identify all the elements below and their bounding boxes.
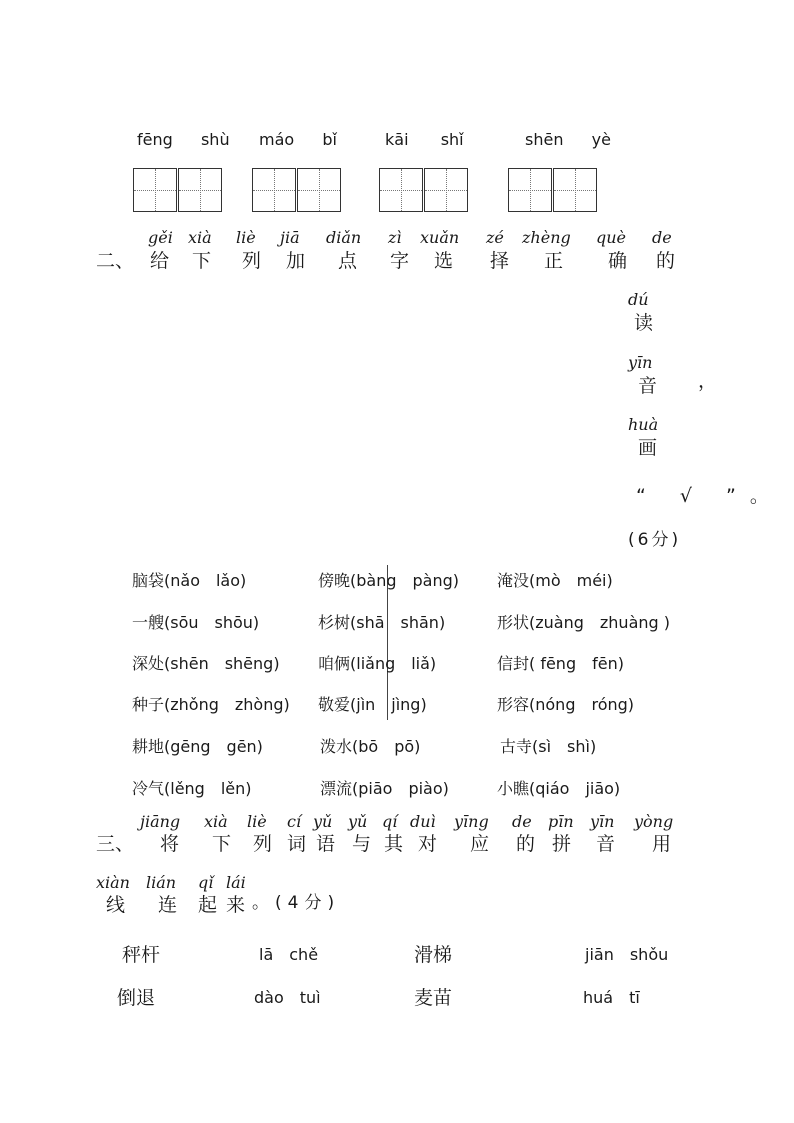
- list-item: 泼水(bō pō): [320, 737, 421, 756]
- ruby-pinyin: diǎn: [326, 228, 362, 247]
- ruby-hanzi: 列: [242, 250, 262, 272]
- ruby-pinyin: xià: [204, 812, 228, 831]
- ruby-hanzi: 音: [638, 375, 658, 397]
- pinyin-syllable: shǐ: [440, 130, 464, 149]
- list-item: 冷气(lěng lěn): [132, 779, 252, 798]
- ruby-hanzi: 列: [253, 833, 273, 855]
- ruby-pinyin: pīn: [548, 812, 574, 831]
- ruby-pinyin: yīng: [454, 812, 489, 831]
- ruby-pinyin: gěi: [148, 228, 173, 247]
- list-item: 敬爱(jìn jìng): [318, 695, 427, 714]
- ruby-pinyin: de: [652, 228, 672, 247]
- ruby-hanzi: 与: [352, 833, 372, 855]
- ruby-pinyin: yǔ: [313, 812, 333, 831]
- ruby-hanzi: 字: [390, 250, 410, 272]
- pinyin-syllable: yè: [591, 130, 611, 149]
- section-number: 二、: [96, 250, 135, 272]
- ruby-pinyin: qǐ: [198, 873, 214, 892]
- score-label: (6分): [628, 530, 682, 550]
- score-label: 。(4分): [252, 893, 341, 913]
- match-pinyin[interactable]: dào tuì: [254, 988, 321, 1007]
- list-item: 深处(shēn shēng): [132, 654, 280, 673]
- pinyin-syllable: máo: [259, 130, 295, 149]
- writing-box[interactable]: [252, 168, 296, 212]
- ruby-hanzi: 词: [287, 833, 307, 855]
- ruby-hanzi: 对: [418, 833, 438, 855]
- ruby-hanzi: 点: [338, 250, 358, 272]
- ruby-pinyin: zé: [486, 228, 504, 247]
- writing-box[interactable]: [553, 168, 597, 212]
- list-item: 古寺(sì shì): [500, 737, 597, 756]
- ruby-pinyin: xià: [188, 228, 212, 247]
- match-pinyin[interactable]: huá tī: [583, 988, 640, 1007]
- punctuation: ，: [698, 370, 718, 392]
- list-item: 形容(nóng róng): [497, 695, 635, 714]
- ruby-hanzi: 应: [470, 833, 490, 855]
- ruby-pinyin: jiā: [280, 228, 300, 247]
- pinyin-group-1: [137, 130, 230, 149]
- writing-box[interactable]: [424, 168, 468, 212]
- writing-box[interactable]: [508, 168, 552, 212]
- ruby-hanzi: 来: [226, 894, 246, 916]
- ruby-hanzi: 的: [656, 250, 676, 272]
- list-item: 一艘(sōu shōu): [132, 613, 260, 632]
- match-word[interactable]: 秤杆: [122, 944, 161, 966]
- ruby-hanzi: 下: [192, 250, 212, 272]
- pinyin-syllable: shù: [200, 130, 230, 149]
- ruby-hanzi: 将: [160, 833, 180, 855]
- ruby-pinyin: yīn: [590, 812, 615, 831]
- ruby-pinyin: duì: [410, 812, 436, 831]
- ruby-hanzi: 下: [212, 833, 232, 855]
- ruby-hanzi: 拼: [552, 833, 572, 855]
- writing-box[interactable]: [178, 168, 222, 212]
- ruby-hanzi: 语: [316, 833, 336, 855]
- list-item: 信封( fēng fēn): [497, 654, 624, 673]
- ruby-hanzi: 其: [384, 833, 404, 855]
- list-item: 形状(zuàng zhuàng ): [497, 613, 670, 632]
- ruby-pinyin: què: [596, 228, 627, 247]
- ruby-pinyin: yīn: [628, 353, 653, 372]
- pinyin-syllable: bǐ: [322, 130, 337, 149]
- list-item: 脑袋(nǎo lǎo): [132, 571, 247, 590]
- pinyin-group-2: [259, 130, 337, 149]
- list-item: 咱俩(liǎng liǎ): [318, 654, 437, 673]
- match-word[interactable]: 倒退: [117, 987, 156, 1009]
- list-item: 小瞧(qiáo jiāo): [497, 779, 621, 798]
- ruby-pinyin: zhèng: [522, 228, 571, 247]
- match-pinyin[interactable]: jiān shǒu: [585, 945, 669, 964]
- ruby-pinyin: yǔ: [348, 812, 368, 831]
- ruby-hanzi: 音: [596, 833, 616, 855]
- pinyin-syllable: shēn: [525, 130, 564, 149]
- ruby-hanzi: 连: [158, 894, 178, 916]
- ruby-pinyin: dú: [628, 290, 649, 309]
- ruby-hanzi: 用: [652, 833, 672, 855]
- ruby-pinyin: liè: [236, 228, 256, 247]
- pinyin-syllable: kāi: [385, 130, 409, 149]
- writing-box[interactable]: [133, 168, 177, 212]
- ruby-pinyin: xiàn: [96, 873, 130, 892]
- ruby-hanzi: 择: [490, 250, 510, 272]
- writing-box[interactable]: [297, 168, 341, 212]
- check-mark-instruction: “ √ ”。: [636, 485, 783, 507]
- section-number: 三、: [96, 833, 135, 855]
- ruby-hanzi: 选: [434, 250, 454, 272]
- list-item: 淹没(mò méi): [497, 571, 613, 590]
- ruby-pinyin: lián: [146, 873, 177, 892]
- ruby-hanzi: 加: [286, 250, 306, 272]
- ruby-pinyin: lái: [226, 873, 246, 892]
- ruby-pinyin: qí: [382, 812, 398, 831]
- pinyin-group-3: [385, 130, 464, 149]
- pinyin-group-4: [525, 130, 611, 149]
- writing-box[interactable]: [379, 168, 423, 212]
- ruby-hanzi: 给: [150, 250, 170, 272]
- ruby-pinyin: zì: [388, 228, 402, 247]
- match-pinyin[interactable]: lā chě: [259, 945, 319, 964]
- ruby-hanzi: 的: [516, 833, 536, 855]
- ruby-hanzi: 起: [198, 894, 218, 916]
- match-word[interactable]: 滑梯: [414, 944, 453, 966]
- pinyin-syllable: fēng: [137, 130, 173, 149]
- ruby-pinyin: liè: [247, 812, 267, 831]
- ruby-pinyin: jiāng: [140, 812, 181, 831]
- ruby-pinyin: yòng: [634, 812, 674, 831]
- ruby-pinyin: xuǎn: [420, 228, 460, 247]
- list-item: 漂流(piāo piào): [320, 779, 449, 798]
- ruby-pinyin: cí: [287, 812, 302, 831]
- ruby-hanzi: 画: [638, 437, 658, 459]
- list-item: 杉树(shā shān): [318, 613, 446, 632]
- ruby-hanzi: 确: [608, 250, 628, 272]
- list-item: 傍晚(bàng pàng): [318, 571, 460, 590]
- ruby-hanzi: 线: [106, 894, 126, 916]
- ruby-pinyin: huà: [628, 415, 659, 434]
- ruby-pinyin: de: [512, 812, 532, 831]
- list-item: 耕地(gēng gēn): [132, 737, 263, 756]
- list-item: 种子(zhǒng zhòng): [132, 695, 290, 714]
- ruby-hanzi: 读: [634, 312, 654, 334]
- match-word[interactable]: 麦苗: [414, 987, 453, 1009]
- ruby-hanzi: 正: [544, 250, 564, 272]
